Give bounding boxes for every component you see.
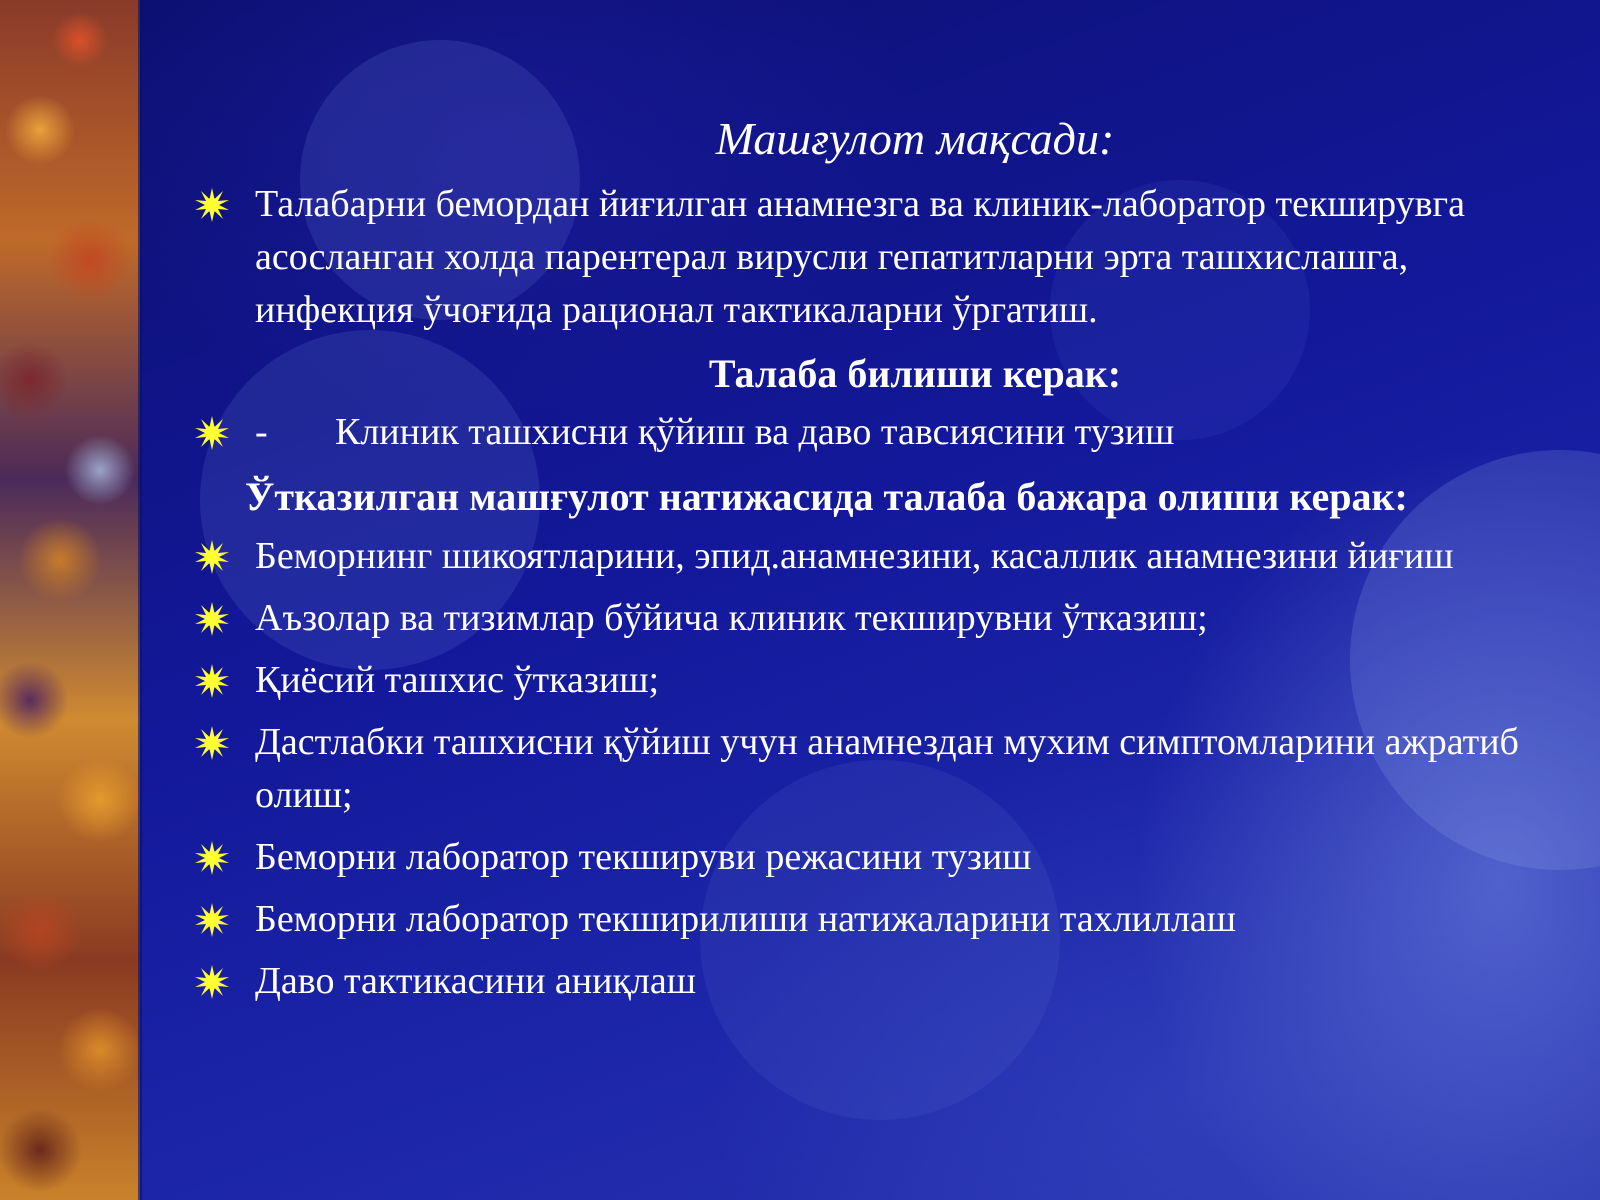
know-text: Клиник ташхисни қўйиш ва даво тавсиясини тузиш	[335, 411, 1175, 453]
goal-text: Талабарни бемордан йиғилган анамнезга ва клиник-лаборатор текширувга асосланган холда парентерал вирусли гепатитларни эрта ташхислашга, инфекция ўчоғида рационал тактикаларни ўргатиш.	[255, 183, 1465, 331]
sunburst-bullet-icon	[195, 188, 229, 222]
do-heading: Ўтказилган машғулот натижасида талаба бажара олиши керак:	[245, 474, 1408, 519]
list-item	[195, 178, 1575, 337]
do-list	[195, 530, 1575, 1008]
decorative-left-strip	[0, 0, 140, 1200]
sunburst-bullet-icon	[195, 602, 229, 636]
do-text: Беморни лаборатор текширилиши натижаларини тахлиллаш	[255, 898, 1237, 940]
list-item	[195, 955, 1575, 1008]
sunburst-bullet-icon	[195, 540, 229, 574]
do-text: Аъзолар ва тизимлар бўйича клиник текширувни ўтказиш;	[255, 597, 1208, 639]
strip-edge	[138, 0, 142, 1200]
list-item	[195, 530, 1575, 583]
do-text: Дастлабки ташхисни қўйиш учун анамнездан мухим симптомларини ажратиб олиш;	[255, 721, 1519, 816]
sunburst-bullet-icon	[195, 903, 229, 937]
sunburst-bullet-icon	[195, 965, 229, 999]
sunburst-bullet-icon	[195, 416, 229, 450]
do-text: Қиёсий ташхис ўтказиш;	[255, 659, 660, 701]
know-list	[195, 406, 1575, 459]
dash-marker: -	[255, 411, 268, 453]
do-text: Беморнинг шикоятларини, эпид.анамнезини, касаллик анамнезини йиғиш	[255, 535, 1454, 577]
know-heading: Талаба билиши керак:	[708, 351, 1122, 396]
slide-title: Машғулот мақсади:	[715, 113, 1115, 164]
list-item	[195, 406, 1575, 459]
sunburst-bullet-icon	[195, 664, 229, 698]
list-item	[195, 716, 1575, 822]
do-text: Беморни лаборатор текшируви режасини тузиш	[255, 836, 1032, 878]
list-item	[195, 831, 1575, 884]
list-item	[195, 654, 1575, 707]
list-item	[195, 592, 1575, 645]
goal-list	[195, 178, 1575, 337]
sunburst-bullet-icon	[195, 726, 229, 760]
list-item	[195, 893, 1575, 946]
sunburst-bullet-icon	[195, 841, 229, 875]
do-text: Даво тактикасини аниқлаш	[255, 960, 697, 1002]
slide-content	[195, 108, 1575, 1017]
